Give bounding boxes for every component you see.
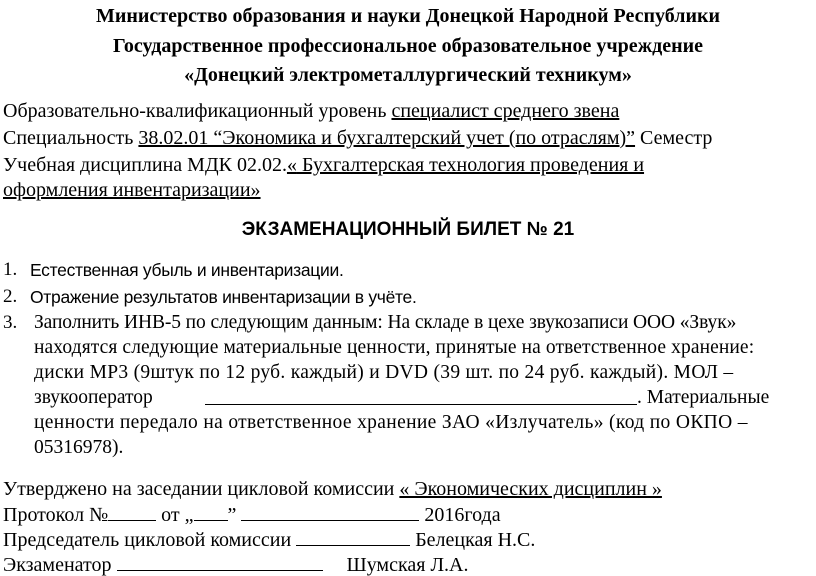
protocol-day-blank (194, 502, 228, 521)
specialty-line (3, 126, 712, 150)
question-3-number: 3. (3, 312, 18, 333)
protocol-quote-close: ” (227, 504, 242, 526)
discipline-line-2 (3, 178, 261, 202)
specialty-value: 38.02.01 “Экономика и бухгалтерский учет (по отраслям)” (138, 127, 636, 149)
specialty-label: Специальность (3, 127, 139, 149)
chair-signature-blank (296, 527, 410, 546)
discipline-value-1: Бухгалтерская технология проведения и (296, 154, 645, 176)
semester-label: Семестр (635, 127, 713, 149)
question-1-text: Естественная убыль и инвентаризации. (30, 260, 344, 280)
institution-type: Государственное профессиональное образовательное учреждение (112, 35, 704, 57)
qualification-level-label: Образовательно-квалификационный уровень (3, 100, 392, 122)
approval-line (3, 477, 662, 501)
protocol-from-label: от „ (156, 504, 194, 526)
discipline-quote: « (286, 154, 297, 176)
protocol-label: Протокол № (3, 504, 109, 526)
ministry-title: Министерство образования и науки Донецкой Народной Республики (95, 5, 721, 27)
question-3-mol-role: звукооператор (34, 387, 153, 408)
chair-line (3, 527, 535, 552)
discipline-value-2: оформления инвентаризации» (3, 179, 261, 201)
discipline-label: Учебная дисциплина МДК 02.02. (3, 154, 287, 176)
question-2-number: 2. (3, 286, 18, 307)
question-3-materials-label: . Материальные (637, 387, 770, 408)
commission-name: « Экономических дисциплин » (399, 478, 662, 500)
question-3-line-6: 05316978). (34, 437, 124, 458)
protocol-line (3, 502, 501, 527)
examiner-label: Экзаменатор (3, 554, 117, 576)
chair-name: Белецкая Н.С. (410, 529, 536, 551)
qualification-level-line (3, 99, 619, 123)
question-3-line-5: ценности передало на ответственное хранение ЗАО «Излучатель» (код по ОКПО – (34, 412, 748, 433)
discipline-line (3, 153, 644, 177)
examiner-name: Шумская Л.А. (346, 554, 469, 576)
question-1-number: 1. (3, 259, 18, 280)
chair-label: Председатель цикловой комиссии (3, 529, 297, 551)
ticket-title: ЭКЗАМЕНАЦИОННЫЙ БИЛЕТ № 21 (241, 219, 575, 240)
qualification-level-value: специалист среднего звена (391, 100, 620, 122)
mol-name-blank (205, 384, 637, 405)
protocol-month-blank (241, 502, 419, 521)
protocol-year: 2016года (419, 504, 501, 526)
examiner-line (3, 552, 468, 576)
question-3-line-4 (34, 386, 153, 410)
question-2-text: Отражение результатов инвентаризации в учёте. (30, 287, 417, 307)
protocol-number-blank (108, 502, 156, 521)
institution-name: «Донецкий электрометаллургический техникум» (184, 64, 632, 86)
approval-label: Утверджено на заседании цикловой комиссии (3, 478, 400, 500)
question-3-line-1: Заполнить ИНВ-5 по следующим данным: На складе в цехе звукозаписи ООО «Звук» (34, 312, 737, 333)
examiner-signature-blank (117, 552, 323, 571)
question-3-line-3: диски МР3 (9штук по 12 руб. каждый) и DVD (39 шт. по 24 руб. каждый). МОЛ – (34, 362, 734, 383)
question-3-line-2: находятся следующие материальные ценности, принятые на ответственное хранение: (34, 337, 755, 358)
